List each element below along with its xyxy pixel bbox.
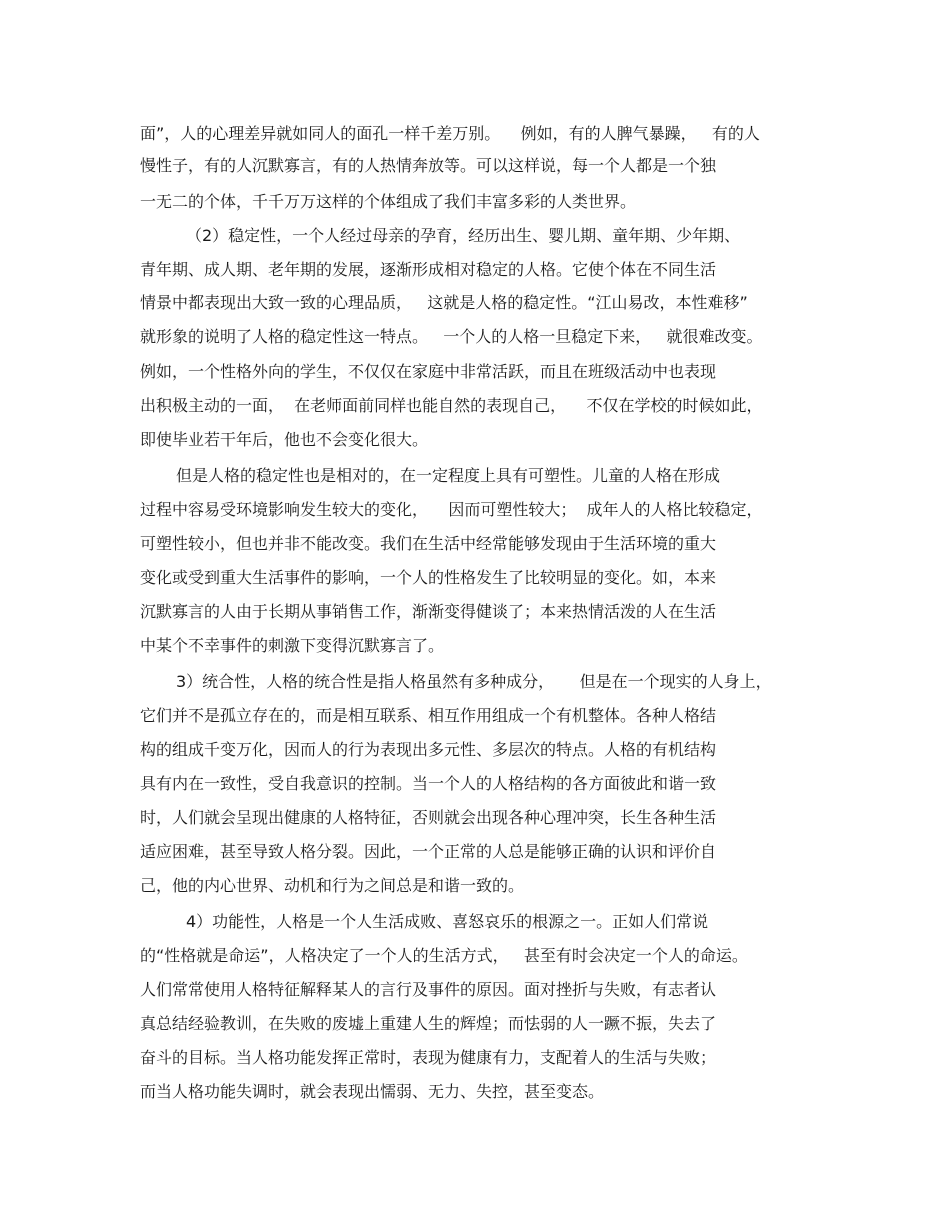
text-line: 时，人们就会呈现出健康的人格特征，否则就会出现各种心理冲突，长生各种生活 [140,808,717,827]
text-line: 的“性格就是命运”，人格决定了一个人的生活方式， 甚至有时会决定一个人的命运。 [140,946,748,965]
text-line: 变化或受到重大生活事件的影响，一个人的性格发生了比较明显的变化。如，本来 [140,568,717,587]
text-line: 适应困难，甚至导致人格分裂。因此，一个正常的人总是能够正确的认识和评价自 [140,842,717,861]
text-line: 面”，人的心理差异就如同人的面孔一样千差万别。 例如，有的人脾气暴躁， 有的人 [140,124,760,143]
text-line: 但是人格的稳定性也是相对的，在一定程度上具有可塑性。儿童的人格在形成 [176,466,721,485]
text-line: 人们常常使用人格特征解释某人的言行及事件的原因。面对挫折与失败，有志者认 [140,980,717,999]
text-line: 情景中都表现出大致一致的心理品质， 这就是人格的稳定性。“江山易改，本性难移” [140,293,748,312]
text-line: 真总结经验教训，在失败的废墟上重建人生的辉煌；而怯弱的人一蹶不振，失去了 [140,1014,717,1033]
text-line: 出积极主动的一面， 在老师面前同样也能自然的表现自己， 不仅在学校的时候如此， [140,396,763,415]
text-line: 3）统合性，人格的统合性是指人格虽然有多种成分， 但是在一个现实的人身上， [176,672,772,691]
text-line: 具有内在一致性，受自我意识的控制。当一个人的人格结构的各方面彼此和谐一致 [140,774,717,793]
text-line: 即使毕业若干年后，他也不会变化很大。 [140,430,429,449]
text-line: 构的组成千变万化，因而人的行为表现出多元性、多层次的特点。人格的有机结构 [140,740,717,759]
text-line: 可塑性较小，但也并非不能改变。我们在生活中经常能够发现由于生活环境的重大 [140,534,717,553]
text-line: （2）稳定性，一个人经过母亲的孕育，经历出生、婴儿期、童年期、少年期、 [186,226,741,245]
text-line: 4）功能性，人格是一个人生活成败、喜怒哀乐的根源之一。正如人们常说 [186,912,709,931]
text-line: 它们并不是孤立存在的，而是相互联系、相互作用组成一个有机整体。各种人格结 [140,706,717,725]
text-line: 青年期、成人期、老年期的发展，逐渐形成相对稳定的人格。它使个体在不同生活 [140,260,717,279]
text-line: 例如，一个性格外向的学生，不仅仅在家庭中非常活跃，而且在班级活动中也表现 [140,362,717,381]
text-line: 一无二的个体，千千万万这样的个体组成了我们丰富多彩的人类世界。 [140,192,637,211]
text-line: 而当人格功能失调时，就会表现出懦弱、无力、失控，甚至变态。 [140,1082,605,1101]
text-line: 己，他的内心世界、动机和行为之间总是和谐一致的。 [140,876,525,895]
text-line: 奋斗的目标。当人格功能发挥正常时，表现为健康有力，支配着人的生活与失败； [140,1048,717,1067]
text-line: 中某个不幸事件的刺激下变得沉默寡言了。 [140,636,445,655]
text-line: 过程中容易受环境影响发生较大的变化， 因而可塑性较大； 成年人的人格比较稳定， [140,500,763,519]
text-line: 慢性子，有的人沉默寡言，有的人热情奔放等。可以这样说，每一个人都是一个独 [140,156,717,175]
text-line: 沉默寡言的人由于长期从事销售工作，渐渐变得健谈了；本来热情活泼的人在生活 [140,602,717,621]
text-line: 就形象的说明了人格的稳定性这一特点。 一个人的人格一旦稳定下来， 就很难改变。 [140,327,763,346]
